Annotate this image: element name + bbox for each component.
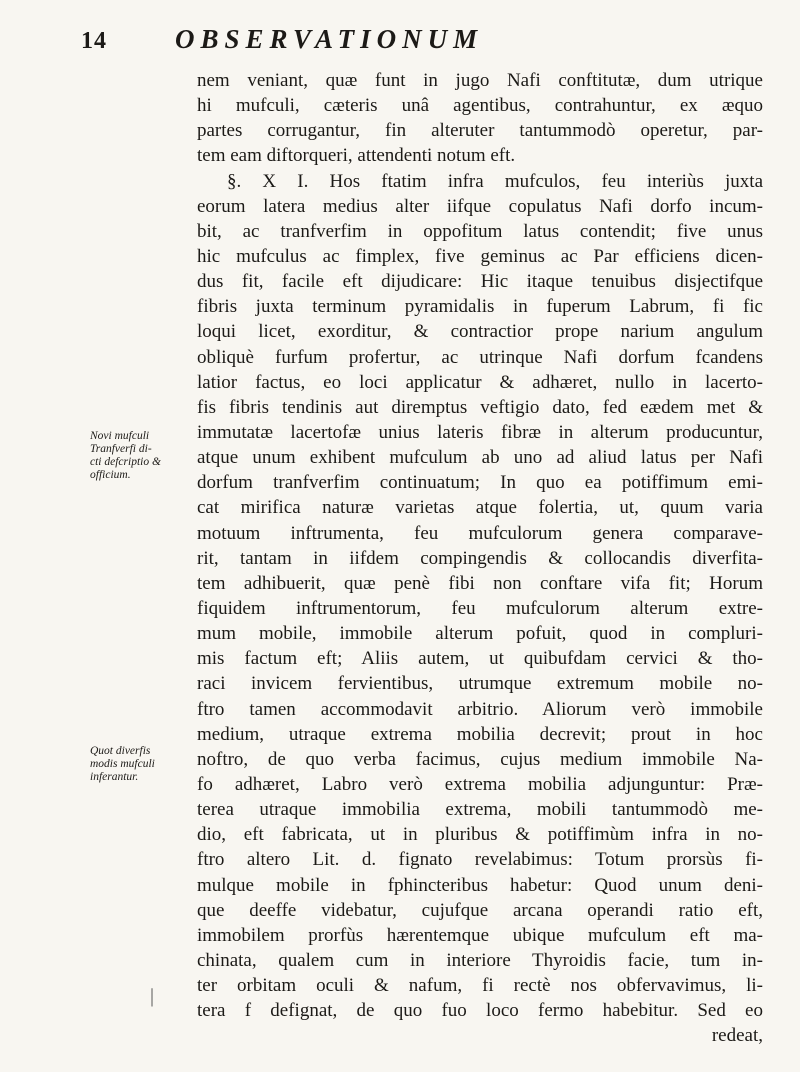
text-line: chinata, qualem cum in interiore Thyroidis facie, tum in- (197, 949, 763, 971)
text-line: fibris juxta terminum pyramidalis in fuperum Labrum, fi fic (197, 296, 763, 318)
text-line: motuum inftrumenta, feu mufculorum genera comparave- (197, 522, 763, 544)
text-line: tera f defignat, de quo fuo loco fermo habebitur. Sed eo (197, 1000, 763, 1022)
text-line: bit, ac tranfverfim in oppofitum latus contendit; five unus (197, 220, 763, 242)
catchword: redeat, (711, 1025, 763, 1047)
text-line: mulque mobile in fphincteribus habetur: Quod unum deni- (197, 874, 763, 896)
text-line: terea utraque immobilia extrema, mobili tantummodò me- (197, 799, 763, 821)
text-line: hi mufculi, cæteris unâ agentibus, contrahuntur, ex æquo (197, 95, 763, 117)
text-line: ter orbitam oculi & nafum, fi rectè nos obfervavimus, li- (197, 975, 763, 997)
text-line: tem adhibuerit, quæ penè fibi non conftare vifa fit; Horum (197, 572, 763, 594)
text-line: immutatæ lacertofæ unius lateris fibræ in alterum producuntur, (197, 421, 763, 443)
page-number: 14 (81, 28, 107, 54)
margin-note-line: Novi mufculi (90, 430, 150, 442)
margin-note-line: inferantur. (90, 771, 139, 783)
text-line: mis factum eft; Aliis autem, ut quibufdam cervici & tho- (197, 648, 763, 670)
text-line: nem veniant, quæ funt in jugo Nafi conftitutæ, dum utrique (197, 70, 763, 91)
text-line: dorfum tranfverfim continuatum; In quo ea potiffimum emi- (197, 472, 763, 494)
margin-note-line: officium. (90, 469, 131, 481)
text-line: cat mirifica naturæ varietas atque folertia, ut, quum varia (197, 497, 763, 519)
text-line: ftro altero Lit. d. fignato revelabimus: Totum prorsùs fi- (197, 849, 763, 871)
text-line: rit, tantam in iifdem compingendis & collocandis diverfita- (197, 547, 763, 569)
text-line: mum mobile, immobile alterum pofuit, quod in compluri- (197, 623, 763, 645)
text-line: fis fibris tendinis aut diremptus veftigio dato, fed eædem met & (197, 396, 763, 418)
text-line: fo adhæret, Labro verò extrema mobilia adjunguntur: Præ- (197, 773, 763, 795)
margin-note-insertion-modes (90, 745, 198, 784)
text-line: latior factus, eo loci applicatur & adhæret, nullo in lacerto- (197, 371, 763, 393)
text-line: tem eam diftorqueri, attendenti notum eft. (197, 145, 516, 167)
running-title: OBSERVATIONUM (175, 24, 484, 54)
text-line: fiquidem inftrumentorum, feu mufculorum alterum extre- (197, 597, 763, 619)
margin-note-line: cti defcriptio & (90, 456, 161, 468)
text-line: dus fit, facile eft dijudicare: Hic itaque tenuibus disjectifque (197, 271, 763, 293)
text-line: ftro tamen accommodavit arbitrio. Aliorum verò immobile (197, 698, 763, 720)
text-line: §. X I. Hos ftatim infra mufculos, feu interiùs juxta (227, 170, 763, 192)
text-line: partes corrugantur, fin alteruter tantummodò operetur, par- (197, 120, 763, 142)
text-line: hic mufculus ac fimplex, five geminus ac Par efficiens dicen- (197, 245, 763, 267)
text-line: loqui licet, exorditur, & contractior prope narium angulum (197, 321, 763, 343)
margin-note-line: modis mufculi (90, 758, 155, 770)
text-line: dio, eft fabricata, ut in pluribus & potiffimùm infra in no- (197, 824, 763, 846)
text-line: eorum latera medius alter iifque copulatus Nafi dorfo incum- (197, 195, 763, 217)
text-line: obliquè furfum profertur, ac utrinque Nafi dorfum fcandens (197, 346, 763, 368)
page-header (0, 22, 800, 62)
margin-bracket-mark: | (150, 985, 155, 1007)
text-line: immobilem prorfùs hærentemque ubique mufculum eft ma- (197, 924, 763, 946)
text-line: medium, utraque extrema mobilia decrevit; prout in hoc (197, 723, 763, 745)
margin-note-line: Quot diverfis (90, 745, 151, 757)
text-line: noftro, de quo verba facimus, cujus medium immobile Na- (197, 748, 763, 770)
text-line: que deeffe videbatur, cujufque arcana operandi ratio eft, (197, 899, 763, 921)
margin-note-new-muscles (90, 430, 198, 482)
body-text (197, 68, 763, 1048)
text-line: raci invicem fervientibus, utrumque extremum mobile no- (197, 673, 763, 695)
margin-note-line: Tranfverfi di- (90, 443, 152, 455)
text-line: atque unum exhibent mufculum ab uno ad aliud latus per Nafi (197, 447, 763, 469)
